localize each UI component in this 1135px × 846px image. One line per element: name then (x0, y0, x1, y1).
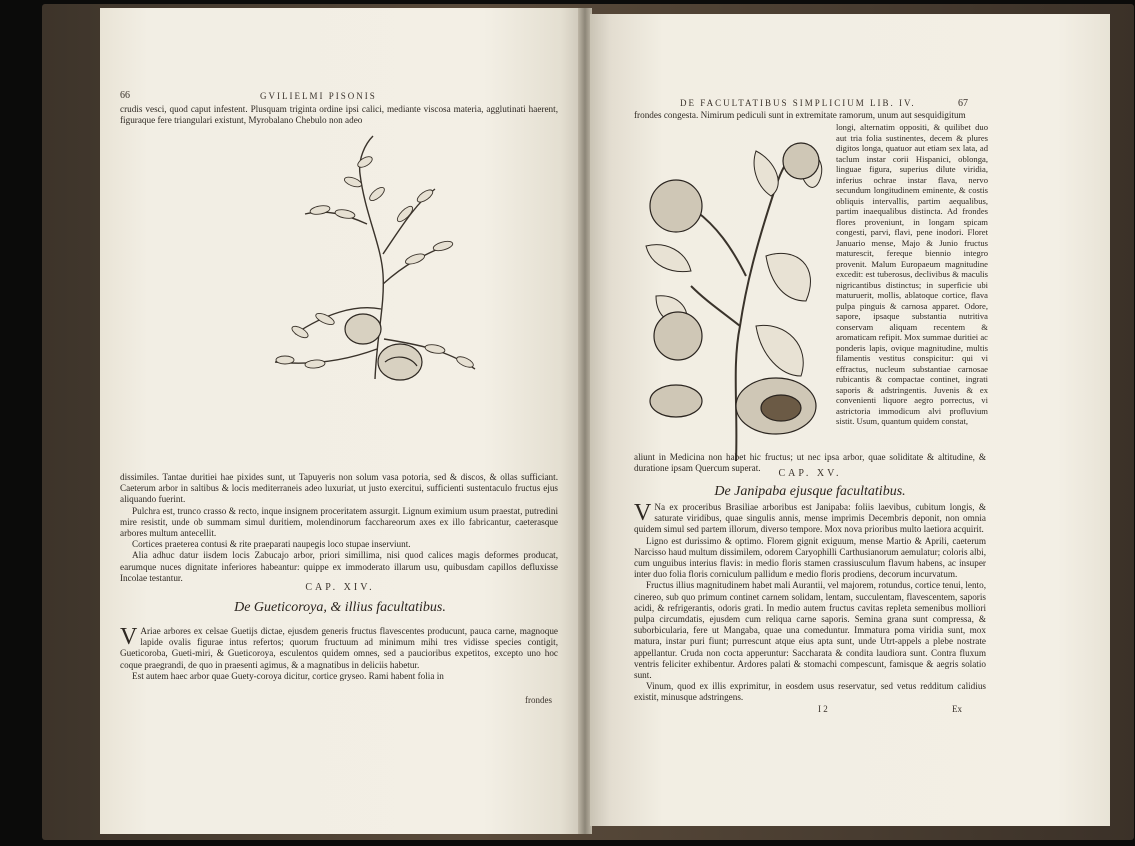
right-drop-cap: V (634, 500, 652, 526)
left-running-head: GVILIELMI PISONIS (260, 91, 377, 101)
right-running-head: DE FACULTATIBUS SIMPLICIUM LIB. IV. (680, 98, 916, 108)
left-paragraph-6: Est autem haec arbor quae Guety-coroya dicitur, cortice gryseo. Rami habent folia in (132, 670, 444, 681)
right-paragraph-2: Ligno est durissimo & optimo. Florem gignit exiguum, mense Martio & Aprili, caeterum Narcisso haud multum dissimilem, odorem Caryophilli Carthusianorum aemulatur; coloris albi, cum unguibus interius flavis: in medio floris stamen crassiusculum flavum habens, ac insuper inter duo folia floris corniculum pallidum e medio floris prodiens, decorum incurvatum. (634, 535, 986, 580)
left-paragraph-4: Alia adhuc datur iisdem locis Zabucajo arbor, priori simillima, nisi quod calices magis deformes producat, earumque nuces dignitate inferiores habeantur: quippe ex immoderato illarum usu, quibusdam capillos defluxisse Incolae testantur. (120, 550, 558, 583)
gueticoroya-branch-illustration (265, 134, 495, 384)
left-paragraph-3: Cortices praeterea contusi & rite praeparati naupegis loco stupae inserviunt. (132, 539, 411, 550)
right-signature-mark: I 2 (818, 704, 828, 714)
left-top-text: crudis vesci, quod caput infestent. Plusquam triginta ordine ipsi calici, mediante viscosa materia, agglutinati haerent, figuraque fere triangulari existunt, Myrobalano Chebulo non adeo (120, 104, 558, 126)
left-chapter-body (120, 626, 558, 682)
left-after-figure-text (120, 472, 558, 584)
right-paragraph-1: Na ex proceribus Brasiliae arboribus est Janipaba: foliis laevibus, cubitum longis, & saturate viridibus, quae singulis annis, mense imprimis Decembris deponit, non omnia quidem simul sed partem illorum, diverso tempore. Mox nova prioribus multo laetiora acquirit. (634, 502, 986, 535)
right-page (590, 14, 1110, 826)
left-paragraph-5: Ariae arbores ex celsae Guetijs dictae, ejusdem generis fructus flavescentes producunt, pauca carne, magnoque lapide ovalis figurae intus refertos; quorum fructuum ad minimum mihi tres vidisse species contigit, Gueticoroba, Gueti-miri, & Gueticoroya, esculentos quidem omnes, sed a paucioribus expetitos, excepto uno hoc coque praegrandi, de quo in praesenti agimus, & a magnatibus in deliciis habetur. (120, 626, 558, 670)
right-catchword: Ex (952, 704, 962, 714)
left-paragraph-1: dissimiles. Tantae duritiei hae pixides sunt, ut Tapuyeris non solum vasa potoria, sed & discos, & ollas sufficiant. Caeterum arbor in saltibus & locis mediterraneis adeo luxuriat, ut justo exercitui, sufficienti sustentaculo fructus ejus aliquando fuerint. (120, 472, 558, 505)
left-catchword: frondes (525, 695, 552, 705)
right-paragraph-4: Vinum, quod ex illis exprimitur, in eosdem usus reservatur, sed vetus redditum calidius existit, minusque adstringens. (634, 681, 986, 703)
right-chapter-number: CAP. XV. (778, 468, 842, 479)
left-paragraph-2: Pulchra est, trunco crasso & recto, inque insignem proceritatem assurgit. Lignum eximium usum praestat, putredini mire resistit, unde ob summam simul duritiem, molendinorum facchareorum axes ex illo fabricantur, caeterasque arbores multum antecellit. (120, 505, 558, 539)
left-chapter-title: De Gueticoroya, & illius facultatibus. (234, 600, 446, 615)
left-page (100, 8, 580, 834)
right-page-number: 67 (958, 98, 968, 109)
right-paragraph-3: Fructus illius magnitudinem habet mali Aurantii, vel majorem, rotundus, cortice tenui, lento, cinereo, sub quo primum continet carnem solidam, lentam, succulentam, flavescentem, saporis acidi, & refrigerantis, odoris grati. In medio autem fructus cavitas repleta semenibus molliori pulpa circumdatis, ejusdem cum reliqua carne saporis. Semina grana sunt compressa, & suborbicularia, fere ut Mangaba, quae una comeduntur. Immatura poma viridia sunt, mox matura, instar puri fiunt; purrescunt atque eius apta sunt, unde Utrt-appels a plebe nostrate appellantur. Cruda non cocta apperuntur: Saccharata & condita laudiora sunt. Contra fluxum ventris feliciter exhibentur. Ardores palati & stomachi compescunt, famisque & aegris solatio sunt. (634, 580, 986, 681)
left-chapter-number: CAP. XIV. (305, 582, 375, 593)
left-page-number: 66 (120, 90, 130, 101)
right-first-line: frondes congesta. Nimirum pediculi sunt in extremitate ramorum, unum aut sesquidigitum (634, 110, 966, 120)
right-chapter-body (634, 502, 986, 704)
right-after-figure-text: aliunt in Medicina non habet hic fructus; ut nec ipsa arbor, quae soliditate & altitudine, & duratione ipsam Quercum superat. (634, 452, 986, 474)
janipaba-fruit-illustration (636, 126, 836, 466)
right-chapter-title: De Janipaba ejusque facultatibus. (714, 484, 906, 499)
left-drop-cap: V (120, 624, 138, 650)
right-side-column-text: longi, alternatim oppositi, & quilibet duo aut tria folia sustinentes, decem & plures digitos longa, quatuor aut etiam sex lata, ad taclum instar corii Hispanici, oblonga, linguae figura, superius dilute viridia, inferius ochrae instar flava, nervo secundum longitudinem eminente, & costis obliquis intervallis, partim aequalibus, partim inaequalibus distincta. Ad frondes flores proveniunt, in longam spicam congesti, parvi, flavi, pene inodori. Floret Januario mense, Majo & Junio fructus maturescit, fereque biennio integro provenit. Malum Europaeum magnitudine excedit: est tuberosus, declivibus & maculis nigricantibus distinctus; in superficie ubi maturuerit, mollis, ablatoque cortice, flava pulpa pinguis & carnosa apparet. Odore, sapore, ipsaque substantia nutritiva conservam aliquam recentem & aromaticam refipit. Mox summae duritiei ac ponderis lapis, ovique magnitudine, multis filamentis vestitus conspicitur: qui vi effractus, nucleum substantiae carnosae rubicantis & compactae continet, ingrati saporis & adstringentis. Juvenis & ex convenienti liquore aegro porrectus, vi astrictoria immodicum alvi profluvium sistit. Usum, quantum quidem constat, (836, 122, 988, 426)
